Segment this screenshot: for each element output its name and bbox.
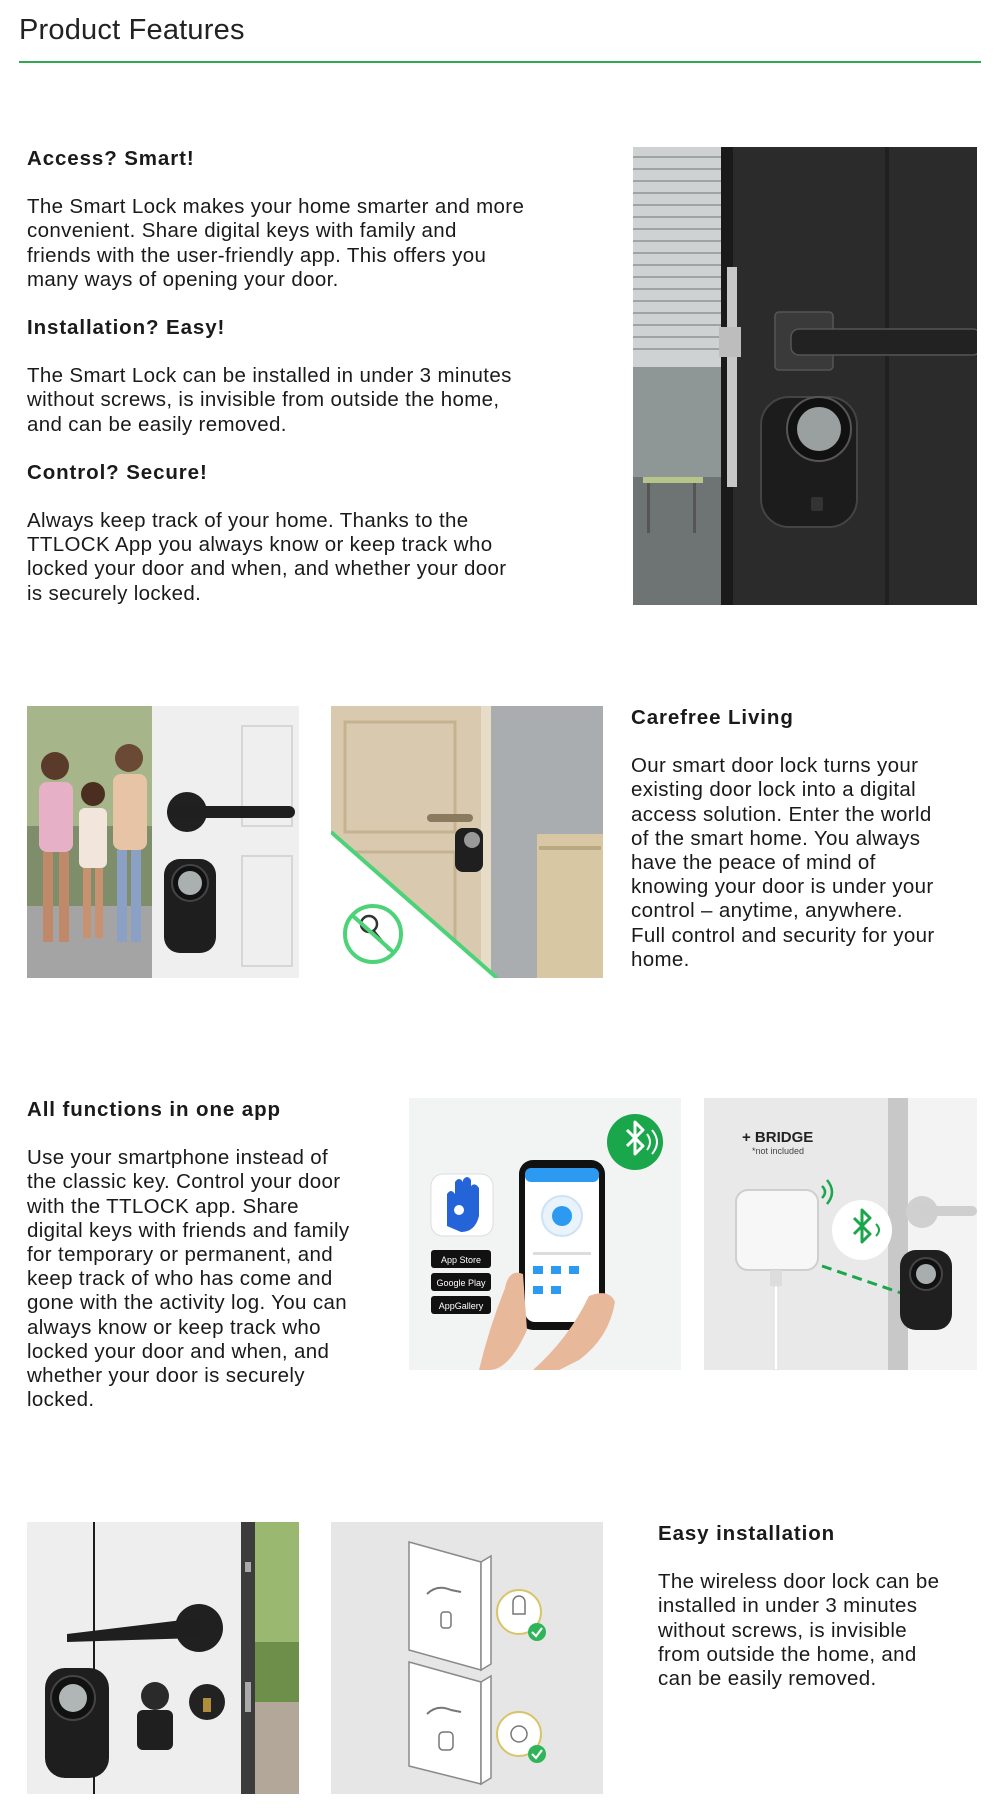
text-line: gone with the activity log. You can (27, 1291, 347, 1315)
text-line: of the smart home. You always (631, 826, 921, 850)
text-line: home. (631, 947, 690, 971)
check-icon (528, 1623, 546, 1641)
bluetooth-icon (607, 1114, 663, 1170)
page-title: Product Features (19, 14, 245, 46)
heading-access: Access? Smart! (27, 147, 195, 170)
text-line: keep track of who has come and (27, 1267, 333, 1291)
heading-carefree: Carefree Living (631, 706, 794, 729)
section-easy-install-text (658, 1522, 988, 1691)
text-line: without screws, is invisible (658, 1618, 908, 1642)
text-line: with the TTLOCK app. Share (27, 1194, 299, 1218)
bridge-note: *not included (752, 1146, 805, 1156)
heading-control: Control? Secure! (27, 460, 208, 484)
title-divider (19, 61, 981, 63)
door-lock-photo (633, 147, 977, 605)
text-line: Use your smartphone instead of (27, 1146, 329, 1170)
text-line: access solution. Enter the world (631, 802, 932, 826)
text-line: Our smart door lock turns your (631, 754, 919, 778)
text-line: for temporary or permanent, and (27, 1243, 333, 1267)
installation-diagram (331, 1522, 603, 1794)
heading-app: All functions in one app (27, 1098, 281, 1121)
text-line: friends with the user-friendly app. This offers you (27, 243, 487, 267)
text-line: locked. (27, 1388, 95, 1412)
section-carefree-text (631, 706, 991, 972)
bridge-label: + BRIDGE (742, 1129, 814, 1146)
text-line: The Smart Lock makes your home smarter and more (27, 195, 525, 219)
text-line: knowing your door is under your (631, 875, 934, 899)
text-line: TTLOCK App you always know or keep track who (27, 533, 493, 557)
family-lock-photo (27, 706, 299, 978)
app-store-badge: App Store (440, 1255, 482, 1265)
check-icon (528, 1745, 546, 1763)
heading-easy-install: Easy installation (658, 1522, 836, 1545)
text-line: convenient. Share digital keys with family and (27, 219, 457, 243)
text-line: the classic key. Control your door (27, 1170, 341, 1194)
text-line: always know or keep track who (27, 1315, 321, 1339)
wooden-door-photo (331, 706, 603, 978)
text-line: control – anytime, anywhere. (631, 899, 903, 923)
text-line: have the peace of mind of (631, 851, 876, 875)
text-line: many ways of opening your door. (27, 267, 339, 291)
text-line: locked your door and when, and whether your door (27, 557, 507, 581)
text-line: The wireless door lock can be (658, 1570, 940, 1594)
smart-lock-icon (761, 397, 857, 527)
text-line: Full control and security for your (631, 923, 935, 947)
text-line: without screws, is invisible from outside the home, (27, 388, 500, 412)
text-line: and can be easily removed. (27, 412, 287, 436)
text-line: from outside the home, and (658, 1642, 917, 1666)
google-play-badge: Google Play (436, 1278, 486, 1288)
section-access-text (27, 147, 597, 606)
text-line: existing door lock into a digital (631, 778, 917, 802)
text-line: locked your door and when, and (27, 1339, 330, 1363)
section-app-text (27, 1098, 407, 1412)
text-line: is securely locked. (27, 581, 202, 605)
text-line: can be easily removed. (658, 1667, 877, 1691)
no-key-icon (345, 906, 401, 962)
text-line: whether your door is securely (27, 1364, 305, 1388)
heading-installation: Installation? Easy! (27, 316, 226, 340)
bridge-photo (704, 1098, 977, 1370)
phone-app-photo (409, 1098, 681, 1370)
text-line: The Smart Lock can be installed in under 3 minutes (27, 364, 512, 388)
text-line: installed in under 3 minutes (658, 1594, 918, 1618)
hand-key-icon (431, 1174, 493, 1236)
lock-parts-photo (27, 1522, 299, 1794)
app-gallery-badge: AppGallery (438, 1301, 484, 1311)
text-line: Always keep track of your home. Thanks to the (27, 509, 469, 533)
text-line: digital keys with friends and family (27, 1218, 350, 1242)
